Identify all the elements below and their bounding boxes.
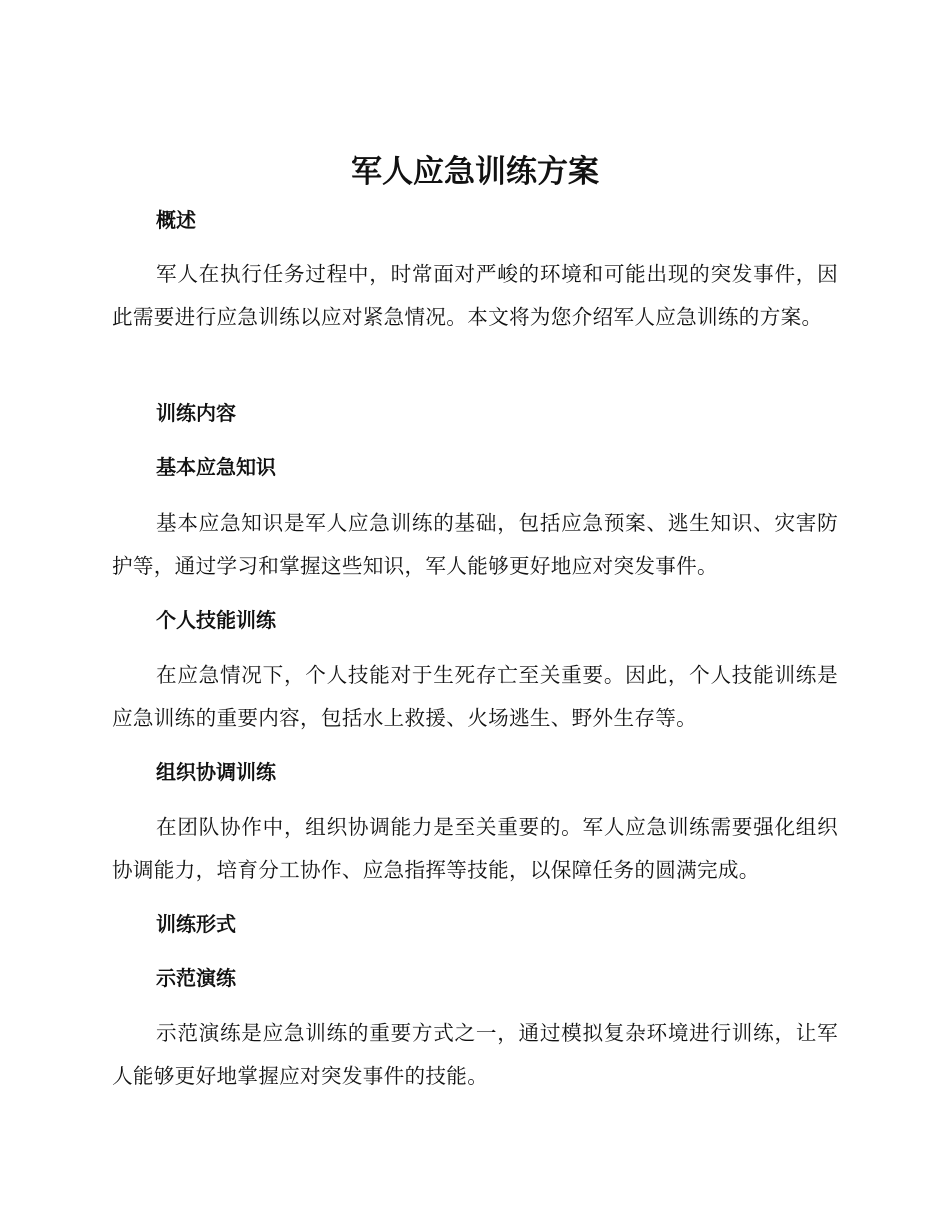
paragraph-overview: 军人在执行任务过程中，时常面对严峻的环境和可能出现的突发事件，因此需要进行应急训练以应对紧急情况。本文将为您介绍军人应急训练的方案。 (112, 262, 838, 329)
heading-training-form: 训练形式 (156, 912, 236, 936)
paragraph-basic-knowledge: 基本应急知识是军人应急训练的基础，包括应急预案、逃生知识、灾害防护等，通过学习和掌握这些知识，军人能够更好地应对突发事件。 (112, 511, 838, 578)
document-title: 军人应急训练方案 (351, 154, 599, 190)
paragraph-personal-skills: 在应急情况下，个人技能对于生死存亡至关重要。因此，个人技能训练是应急训练的重要内容，包括水上救援、火场逃生、野外生存等。 (112, 663, 838, 730)
heading-training-content: 训练内容 (156, 401, 236, 425)
paragraph-coordination: 在团队协作中，组织协调能力是至关重要的。军人应急训练需要强化组织协调能力，培育分工协作、应急指挥等技能，以保障任务的圆满完成。 (112, 815, 838, 882)
heading-basic-knowledge: 基本应急知识 (156, 455, 276, 479)
paragraph-demonstration: 示范演练是应急训练的重要方式之一，通过模拟复杂环境进行训练，让军人能够更好地掌握应对突发事件的技能。 (112, 1021, 838, 1088)
heading-coordination: 组织协调训练 (156, 760, 276, 784)
heading-overview: 概述 (156, 208, 196, 232)
heading-demonstration: 示范演练 (156, 966, 236, 990)
heading-personal-skills: 个人技能训练 (156, 608, 276, 632)
